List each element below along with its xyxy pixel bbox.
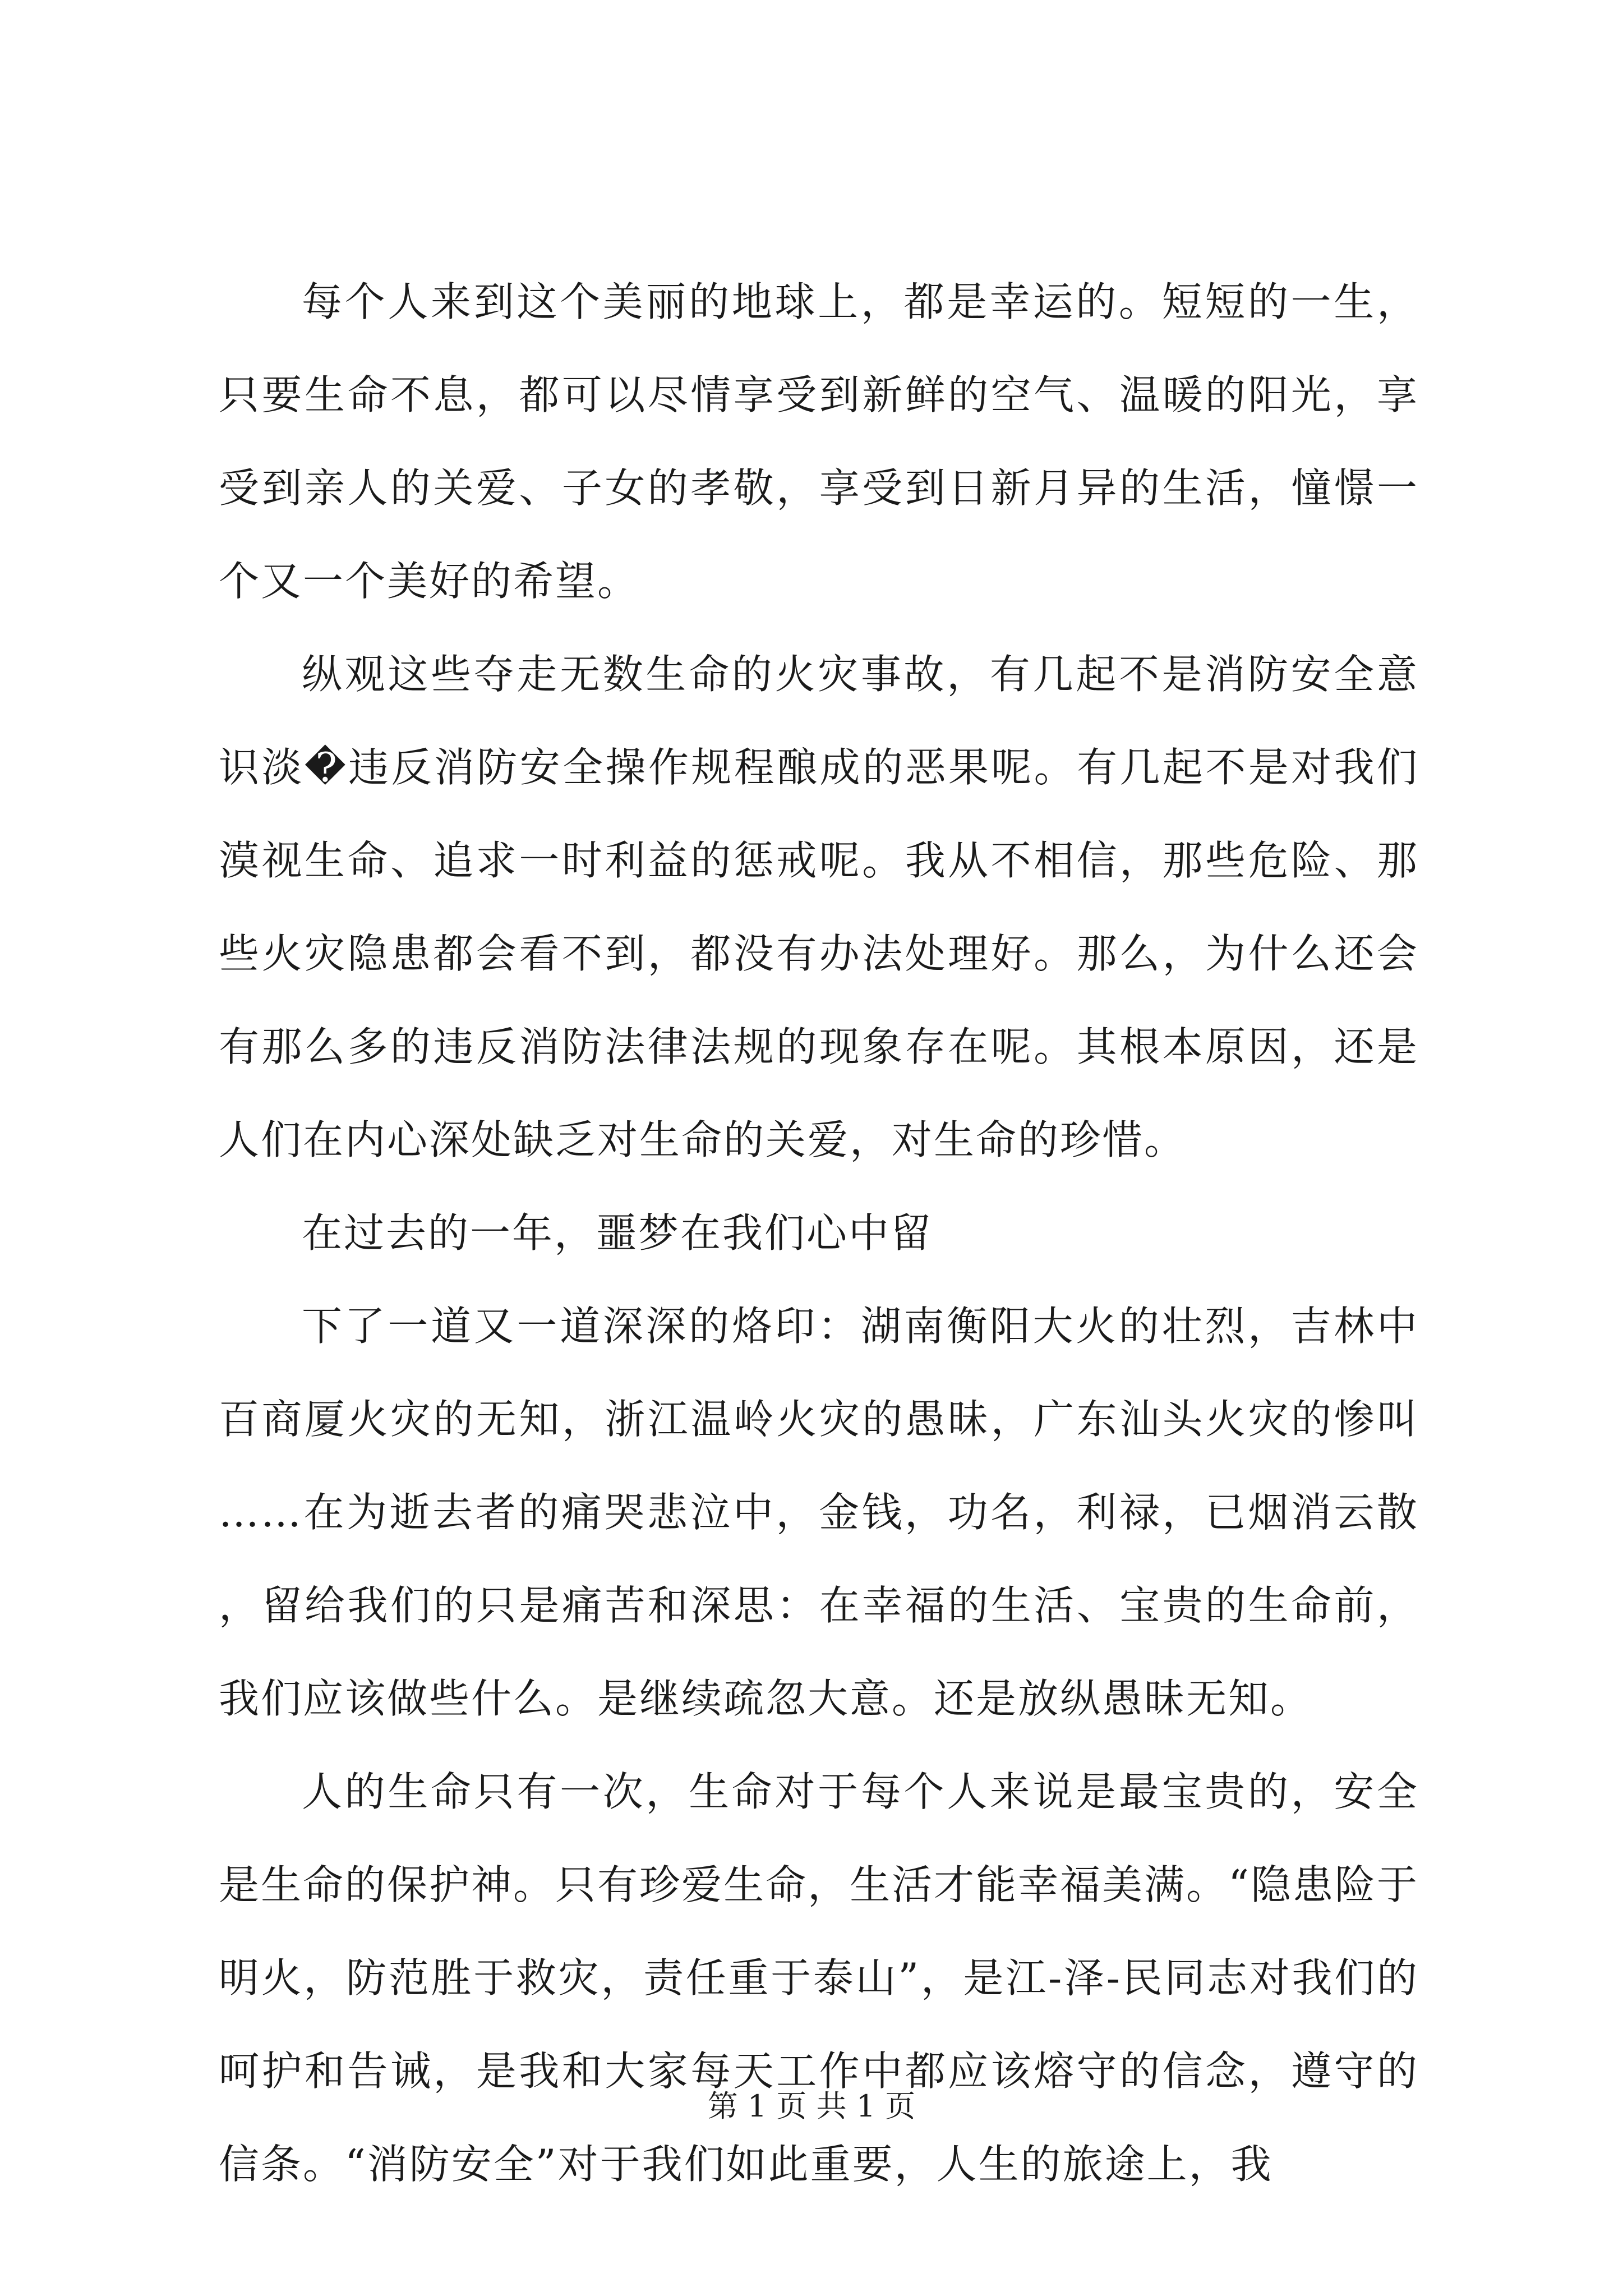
paragraph-5: 人的生命只有一次，生命对于每个人来说是最宝贵的，安全是生命的保护神。只有珍爱生命，生活才能幸福美满。“隐患险于明火，防范胜于救灾，责任重于泰山”，是江-泽-民同志对我们的呵护和告诫，是我和大家每天工作中都应该熔守的信念，遵守的信条。“消防安全”对于我们如此重要，人生的旅途上，我 — [219, 1768, 1419, 2188]
document-body — [219, 255, 1419, 2211]
page-footer: 第 1 页 共 1 页 — [707, 2088, 916, 2124]
paragraph-3: 在过去的一年，噩梦在我们心中留 — [302, 1209, 933, 1257]
paragraph-2: 纵观这些夺走无数生命的火灾事故，有几起不是消防安全意识淡�违反消防安全操作规程酿成的恶果呢。有几起不是对我们漠视生命、追求一时利益的惩戒呢。我从不相信，那些危险、那些火灾隐患都会看不到，都没有办法处理好。那么，为什么还会有那么多的违反消防法律法规的现象存在呢。其根本原因，还是人们在内心深处缺乏对生命的关爱，对生命的珍惜。 — [219, 651, 1419, 1163]
paragraph-1: 每个人来到这个美丽的地球上，都是幸运的。短短的一生，只要生命不息，都可以尽情享受到新鲜的空气、温暖的阳光，享受到亲人的关爱、子女的孝敬，享受到日新月异的生活，憧憬一个又一个美好的希望。 — [219, 278, 1419, 605]
paragraph-4: 下了一道又一道深深的烙印：湖南衡阳大火的壮烈，吉林中百商厦火灾的无知，浙江温岭火灾的愚昧，广东汕头火灾的惨叫……在为逝去者的痛哭悲泣中，金钱，功名，利禄，已烟消云散，留给我们的只是痛苦和深思：在幸福的生活、宝贵的生命前，我们应该做些什么。是继续疏忽大意。还是放纵愚昧无知。 — [219, 1303, 1419, 1722]
